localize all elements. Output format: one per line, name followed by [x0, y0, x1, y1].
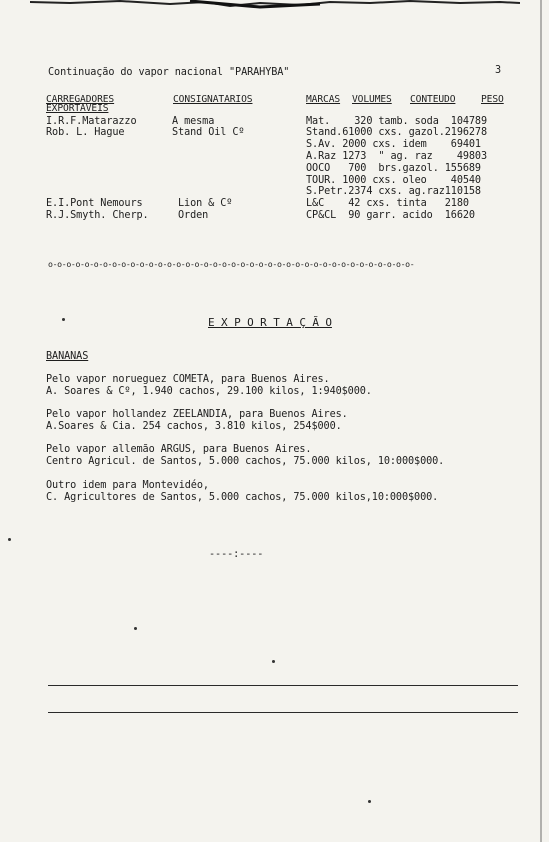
bottom-rule	[48, 685, 518, 686]
col-shippers-sub: EXPORTAVEIS	[46, 103, 109, 114]
paragraph-line: Pelo vapor hollandez ZEELANDIA, para Buenos Aires.	[46, 409, 348, 420]
bottom-rule	[48, 712, 518, 713]
ink-speck	[8, 538, 11, 541]
row-shipper: I.R.F.Matarazzo	[46, 116, 137, 127]
row-entry: OOCO 700 brs.gazol. 155689	[306, 163, 481, 174]
section-title: E X P O R T A Ç Ã O	[208, 316, 332, 329]
end-mark: ----:----	[209, 549, 264, 560]
row-shipper: Rob. L. Hague	[46, 127, 125, 138]
paragraph-line: Pelo vapor norueguez COMETA, para Buenos Aires.	[46, 374, 330, 385]
ink-speck	[272, 660, 275, 663]
col-consignees: CONSIGNATARIOS	[173, 94, 253, 105]
paragraph-line: A. Soares & Cº, 1.940 cachos, 29.100 kilos, 1:940$000.	[46, 386, 372, 397]
ink-speck	[134, 627, 137, 630]
ink-speck	[62, 318, 65, 321]
page-edge	[540, 0, 542, 842]
document-title: Continuação do vapor nacional "PARAHYBA"	[48, 67, 290, 78]
row-entry: TOUR. 1000 cxs. oleo 40540	[306, 175, 481, 186]
ink-speck	[368, 800, 371, 803]
col-weight: PESO	[481, 94, 504, 105]
row-entry: Stand.61000 cxs. gazol.2196278	[306, 127, 488, 138]
row-consignee: Stand Oil Cº	[172, 127, 245, 138]
row-entry: Mat. 320 tamb. soda 104789	[306, 116, 488, 127]
row-shipper: E.I.Pont Nemours	[46, 198, 143, 209]
row-consignee: A mesma	[172, 116, 215, 127]
paragraph-line: Centro Agricul. de Santos, 5.000 cachos, 75.000 kilos, 10:000$000.	[46, 456, 445, 467]
paragraph-line: C. Agricultores de Santos, 5.000 cachos, 75.000 kilos,10:000$000.	[46, 492, 439, 503]
page-number: 3	[495, 65, 502, 76]
col-contents: CONTEUDO	[410, 94, 456, 105]
col-marks: MARCAS	[306, 94, 341, 105]
row-consignee: Orden	[178, 210, 209, 221]
paragraph-line: Outro idem para Montevidéo,	[46, 480, 209, 491]
row-entry: A.Raz 1273 " ag. raz 49803	[306, 151, 488, 162]
col-volumes: VOLUMES	[352, 94, 392, 105]
row-entry: S.Av. 2000 cxs. idem 69401	[306, 139, 481, 150]
subsection-title: BANANAS	[46, 351, 89, 362]
row-entry: S.Petr.2374 cxs. ag.raz110158	[306, 186, 481, 197]
row-shipper: R.J.Smyth. Cherp.	[46, 210, 149, 221]
paragraph-line: Pelo vapor allemão ARGUS, para Buenos Aires.	[46, 444, 312, 455]
separator-line: o-o-o-o-o-o-o-o-o-o-o-o-o-o-o-o-o-o-o-o-o-o-o-o-o-o-o-o-o-o-o-o-o-o-o-o-o-o-o-o-	[48, 259, 415, 269]
row-entry: CP&CL 90 garr. acido 16620	[306, 210, 475, 221]
paragraph-line: A.Soares & Cia. 254 cachos, 3.810 kilos, 254$000.	[46, 421, 342, 432]
row-entry: L&C 42 cxs. tinta 2180	[306, 198, 469, 209]
col-shippers: CARREGADORES	[46, 94, 115, 105]
torn-top-edge	[30, 0, 520, 10]
row-consignee: Lion & Cº	[178, 198, 233, 209]
